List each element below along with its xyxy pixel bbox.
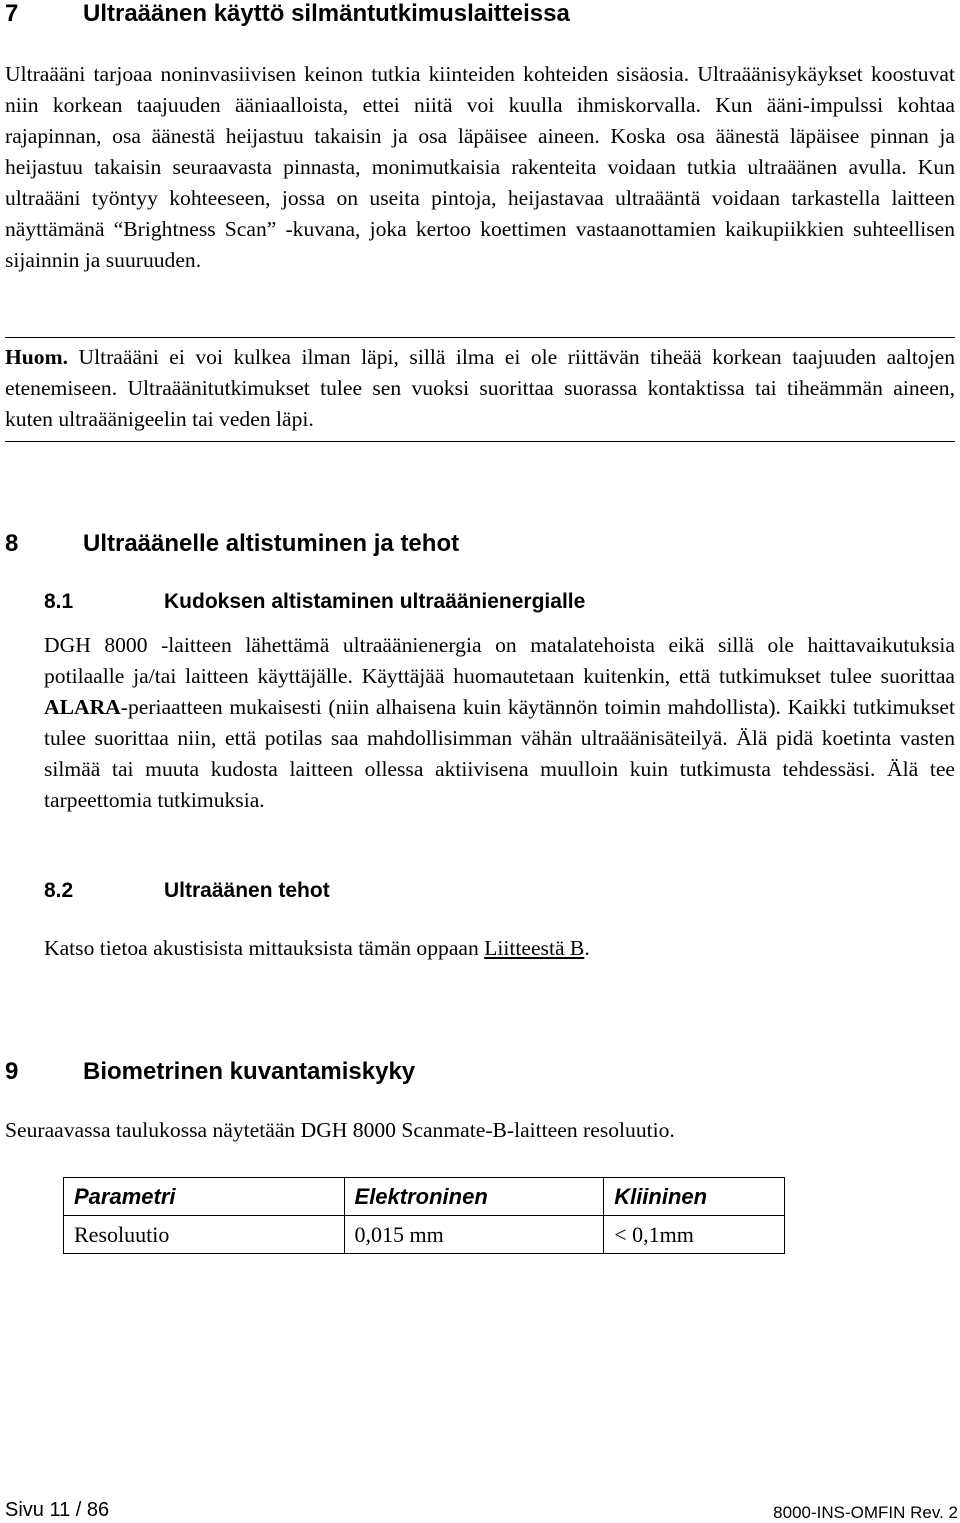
note-label: Huom. xyxy=(5,345,68,369)
section-7-heading xyxy=(5,0,570,28)
table-header-electronic: Elektroninen xyxy=(344,1178,604,1216)
subsection-8-1-number: 8.1 xyxy=(44,590,74,613)
section-7-title: Ultraäänen käyttö silmäntutkimuslaitteissa xyxy=(83,0,570,27)
subsection-8-2-text-before: Katso tietoa akustisista mittauksista tämän oppaan xyxy=(44,936,485,960)
subsection-8-2-paragraph xyxy=(44,933,955,964)
subsection-8-2-heading xyxy=(44,878,330,904)
section-9-number: 9 xyxy=(5,1058,19,1085)
footer-doc-id: 8000-INS-OMFIN Rev. 2 xyxy=(773,1503,958,1522)
note-paragraph xyxy=(5,342,955,435)
section-7-number: 7 xyxy=(5,0,19,27)
section-8-number: 8 xyxy=(5,530,19,557)
table-header-clinical: Kliininen xyxy=(604,1178,785,1216)
subsection-8-1-paragraph xyxy=(44,630,955,816)
section-9-title: Biometrinen kuvantamiskyky xyxy=(83,1058,416,1085)
resolution-table xyxy=(63,1177,785,1254)
footer-page-number: Sivu 11 / 86 xyxy=(5,1499,110,1521)
section-9-intro-text: Seuraavassa taulukossa näytetään DGH 8000 Scanmate-B-laitteen resoluutio. xyxy=(5,1118,675,1142)
section-7-body xyxy=(5,59,955,276)
appendix-b-link[interactable]: Liitteestä B xyxy=(484,936,585,960)
subsection-8-1-text-after: -periaatteen mukaisesti (niin alhaisena kuin käytännön toimin mahdollista). Kaikki tutkimukset tulee suorittaa niin, että potilas saa mahdollisimman vähän ultraäänisäteilyä. Älä pidä koetinta vasten silmää tai muuta kudosta laitteen ollessa aktiivisena muulloin kuin tutkimusta tehdessäsi. Älä tee tarpeettomia tutkimuksia. xyxy=(44,695,955,812)
section-7-paragraph: Ultraääni tarjoaa noninvasiivisen keinon tutkia kiinteiden kohteiden sisäosia. Ultraäänisykäykset koostuvat niin korkean taajuuden ääniaalloista, ettei niitä voi kuulla ihmiskorvalla. Kun ääni-impulssi kohtaa rajapinnan, osa äänestä heijastuu takaisin ja osa läpäisee aineen. Koska osa äänestä läpäisee pinnan ja heijastuu takaisin seuraavasta pinnasta, monimutkaisia rakenteita voidaan tutkia ultraäänen avulla. Kun ultraääni työntyy kohteeseen, jossa on useita pintoja, heijastavaa ultraääntä voidaan tarkastella laitteen näyttämänä “Brightness Scan” -kuvana, joka kertoo koettimen vastaanottamien kaikupiikkien suhteellisen sijainnin ja suuruuden. xyxy=(5,62,955,272)
subsection-8-1-body xyxy=(44,630,955,816)
subsection-8-2-title: Ultraäänen tehot xyxy=(164,879,330,902)
section-8-title: Ultraäänelle altistuminen ja tehot xyxy=(83,530,460,557)
note-text: Ultraääni ei voi kulkea ilman läpi, sillä ilma ei ole riittävän tiheää korkean taajuuden aaltojen etenemiseen. Ultraäänitutkimukset tulee sen vuoksi suorittaa suorassa kontaktissa tai tiheämmän aineen, kuten ultraäänigeelin tai veden läpi. xyxy=(5,345,955,431)
table-row xyxy=(64,1216,785,1254)
subsection-8-1-title: Kudoksen altistaminen ultraäänienergialle xyxy=(164,590,586,613)
subsection-8-2-body xyxy=(44,933,955,964)
table-cell-electronic: 0,015 mm xyxy=(344,1216,604,1254)
section-9-heading xyxy=(5,1058,415,1086)
section-9-intro xyxy=(5,1115,955,1146)
table-cell-parameter: Resoluutio xyxy=(64,1216,345,1254)
subsection-8-2-text-after: . xyxy=(584,936,590,960)
note-box xyxy=(5,337,955,442)
table-cell-clinical: < 0,1mm xyxy=(604,1216,785,1254)
subsection-8-2-number: 8.2 xyxy=(44,879,74,902)
subsection-8-1-heading xyxy=(44,589,585,615)
subsection-8-1-text-before: DGH 8000 -laitteen lähettämä ultraäänienergia on matalatehoista eikä sillä ole haittavaikutuksia potilaalle ja/tai laitteen käyttäjälle. Käyttäjää huomautetaan kuitenkin, että tutkimukset tulee suorittaa xyxy=(44,633,955,688)
alara-term: ALARA xyxy=(44,695,121,719)
table-header-row xyxy=(64,1178,785,1216)
table-header-parameter: Parametri xyxy=(64,1178,345,1216)
section-8-heading xyxy=(5,530,459,558)
